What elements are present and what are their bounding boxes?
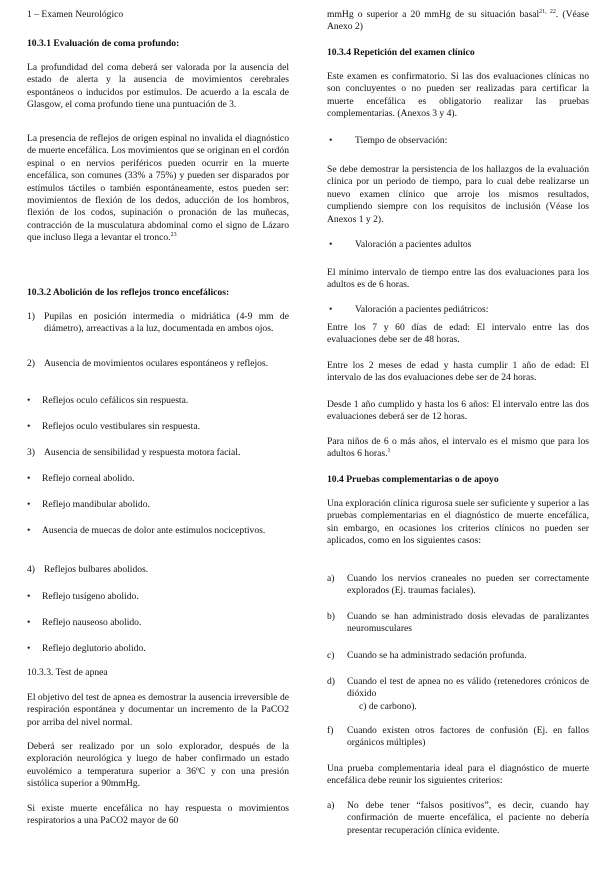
list-bullet-muecas <box>27 525 289 537</box>
list-item-4 <box>27 564 289 576</box>
case-marker: c) <box>327 650 335 661</box>
heading-10-3-2: 10.3.2 Abolición de los reflejos tronco encefálicos: <box>27 287 230 298</box>
list-text: Reflejos oculo vestibulares sin respuesta. <box>42 421 200 432</box>
bullet-text: Tiempo de observación: <box>355 135 448 146</box>
list-text: Reflejo nauseoso abolido. <box>42 617 142 628</box>
list-text: Reflejo deglutorio abolido. <box>42 643 146 654</box>
paragraph-coma: La profundidad del coma deberá ser valorada por la ausencia del estado de alerta y la ausencia de movimientos cerebrales espontáneos o inducidos por estímulos. De acuerdo a la escala de Glasgow, el coma profundo tiene una puntuación de 3. <box>27 62 289 111</box>
paragraph-apnea-explorador: Deberá ser realizado por un solo explorador, después de la exploración neurológica y luego de haber confirmado un estado euvolémico a temperatura superior a 36ºC y con una presión sistólica superior a 90mmHg. <box>27 741 289 790</box>
list-item-1 <box>27 311 289 336</box>
case-text: Cuando el test de apnea no es válido (retenedores crónicos de dióxido <box>347 676 589 700</box>
bullet-marker: • <box>27 499 31 510</box>
list-marker: 2) <box>27 358 35 369</box>
list-text: Reflejo tusígeno abolido. <box>42 591 139 602</box>
list-text: Reflejos oculo cefálicos sin respuesta. <box>42 395 189 406</box>
ped-6-text: Para niños de 6 o más años, el intervalo es el mismo que para los adultos 6 horas. <box>327 436 589 460</box>
bullet-marker: • <box>329 239 333 250</box>
bullet-marker: • <box>27 617 31 628</box>
list-bullet-oculocefalicos <box>27 395 289 407</box>
bullet-marker: • <box>27 473 31 484</box>
bullet-marker: • <box>27 591 31 602</box>
paragraph-pruebas: Una exploración clínica rigurosa suele ser suficiente y superior a las pruebas complementarias en el diagnóstico de muerte encefálica, sin embargo, en ocasiones los criterios clínicos no pueden ser aplicados, como en los siguientes casos: <box>327 498 589 547</box>
paragraph-ped-1-6-anos: Desde 1 año cumplido y hasta los 6 años: El intervalo entre las dos evaluaciones deberá ser de 12 horas. <box>327 399 589 423</box>
bullet-text: Valoración a pacientes pediátricos: <box>355 304 489 315</box>
ideal-criterion-a <box>327 800 589 837</box>
paragraph-apnea-respuesta: Si existe muerte encefálica no hay respuesta o movimientos respiratorios a una PaCO2 mayor de 60 <box>27 803 289 827</box>
case-text: Cuando se ha administrado sedación profunda. <box>347 650 527 661</box>
footnote-ref-21-22: 21, 22 <box>539 8 556 15</box>
list-marker: 4) <box>27 564 35 575</box>
list-text: Reflejos bulbares abolidos. <box>44 564 149 575</box>
list-item-3 <box>27 447 289 459</box>
case-marker: a) <box>327 573 335 584</box>
footnote-ref-1: 1 <box>387 448 391 455</box>
bullet-marker: • <box>27 421 31 432</box>
list-bullet-corneal <box>27 473 289 485</box>
list-text: Ausencia de movimientos oculares espontáneos y reflejos. <box>44 358 269 369</box>
list-marker: 3) <box>27 447 35 458</box>
bullet-tiempo-observacion <box>327 135 589 147</box>
list-bullet-deglutorio <box>27 643 289 655</box>
continuation-anexo: . (Véase Anexo 2) <box>327 9 589 33</box>
paragraph-apnea-objetivo: El objetivo del test de apnea es demostrar la ausencia irreversible de respiración espontánea y documentar un incremento de la PaCO2 por arriba del nivel normal. <box>27 692 289 728</box>
paragraph-prueba-ideal: Una prueba complementaria ideal para el diagnóstico de muerte encefálica debe reunir los siguientes criterios: <box>327 763 589 787</box>
bullet-marker: • <box>27 643 31 654</box>
case-text: Cuando se han administrado dosis elevadas de paralizantes neuromusculares <box>347 611 589 635</box>
bullet-text: Valoración a pacientes adultos <box>355 239 472 250</box>
list-bullet-nauseoso <box>27 617 289 629</box>
paragraph-repeticion: Este examen es confirmatorio. Si las dos evaluaciones clínicas no son concluyentes o no pueden ser realizadas para certificar la muerte encefálica es obligatorio realizar las pruebas complementarias. (Anexos 3 y 4). <box>327 71 589 120</box>
section-title: 1 – Examen Neurológico <box>27 9 124 20</box>
list-text: Ausencia de muecas de dolor ante estímulos nociceptivos. <box>42 525 266 536</box>
list-bullet-oculovestibulares <box>27 421 289 433</box>
case-c <box>327 650 589 662</box>
list-text: Pupilas en posición intermedia o midriática (4-9 mm de diámetro), arreactivas a la luz, documentada en ambos ojos. <box>44 311 289 335</box>
bullet-pacientes-pediatricos <box>327 304 589 316</box>
case-marker: b) <box>327 611 335 622</box>
paragraph-ped-7-60-dias: Entre los 7 y 60 días de edad: El intervalo entre las dos evaluaciones debe ser de 48 horas. <box>327 322 589 346</box>
case-d-continuation: c) de carbono). <box>359 701 417 712</box>
case-a <box>327 573 589 598</box>
case-marker: a) <box>327 800 335 811</box>
list-text: Reflejo mandibular abolido. <box>42 499 150 510</box>
list-marker: 1) <box>27 311 35 322</box>
case-b <box>327 611 589 636</box>
case-marker: d) <box>327 676 335 687</box>
heading-10-3-4: 10.3.4 Repetición del examen clínico <box>327 47 475 58</box>
paragraph-continuation <box>327 9 589 34</box>
bullet-marker: • <box>329 304 333 315</box>
bullet-marker: • <box>27 395 31 406</box>
case-text: No debe tener “falsos positivos”, es decir, cuando hay confirmación de muerte encefálica, el paciente no debería presentar recuperación clínica evidente. <box>347 800 589 836</box>
paragraph-adultos: El mínimo intervalo de tiempo entre las dos evaluaciones para los adultos es de 6 horas. <box>327 267 589 291</box>
heading-10-3-1: 10.3.1 Evaluación de coma profundo: <box>27 38 180 49</box>
paragraph-ped-2-meses: Entre los 2 meses de edad y hasta cumplir 1 año de edad: El intervalo de las dos evaluaciones debe ser de 24 horas. <box>327 360 589 384</box>
list-text: Ausencia de sensibilidad y respuesta motora facial. <box>44 447 241 458</box>
list-text: Reflejo corneal abolido. <box>42 473 135 484</box>
continuation-text: mmHg o superior a 20 mmHg de su situación basal <box>327 9 540 20</box>
paragraph-tiempo: Se debe demostrar la persistencia de los hallazgos de la evaluación clínica por un periodo de tiempo, para lo cual debe realizarse un nuevo examen clínico que arroje los mismos resultados, cumpliendo siempre con los requisitos de inclusión (Véase los Anexos 1 y 2). <box>327 164 589 225</box>
list-bullet-mandibular <box>27 499 289 511</box>
case-text: Cuando los nervios craneales no pueden ser correctamente explorados (Ej. traumas faciales). <box>347 573 589 597</box>
list-bullet-tusigeno <box>27 591 289 603</box>
list-item-2 <box>27 358 289 370</box>
bullet-pacientes-adultos <box>327 239 589 251</box>
bullet-marker: • <box>329 135 333 146</box>
footnote-ref-23: 23 <box>170 232 177 239</box>
case-text: Cuando existen otros factores de confusión (Ej. en fallos orgánicos múltiples) <box>347 725 589 749</box>
case-f <box>327 725 589 750</box>
case-marker: f) <box>327 725 334 736</box>
paragraph-ped-6-mas <box>327 436 589 461</box>
case-d <box>327 676 589 701</box>
heading-10-3-3: 10.3.3. Test de apnea <box>27 667 108 678</box>
bullet-marker: • <box>27 525 31 536</box>
paragraph-reflejos-espinales <box>27 133 289 245</box>
paragraph-reflejos-text: La presencia de reflejos de origen espinal no invalida el diagnóstico de muerte encefálica. Los movimientos que se originan en el cordón espinal o en nervios periféricos pueden ocurrir en la muerte encefálica, son comunes (33% a 75%) y pueden ser disparados por estímulos táctiles o también espontáneamente, estos pueden ser: movimientos de flexión de los dedos, aducción de los hombros, flexión de los codos, supinación o pronación de las muñecas, contracción de la musculatura abdominal como el signo de Lázaro que incluso llega a levantar el tronco. <box>27 133 289 244</box>
heading-10-4: 10.4 Pruebas complementarias o de apoyo <box>327 474 499 485</box>
